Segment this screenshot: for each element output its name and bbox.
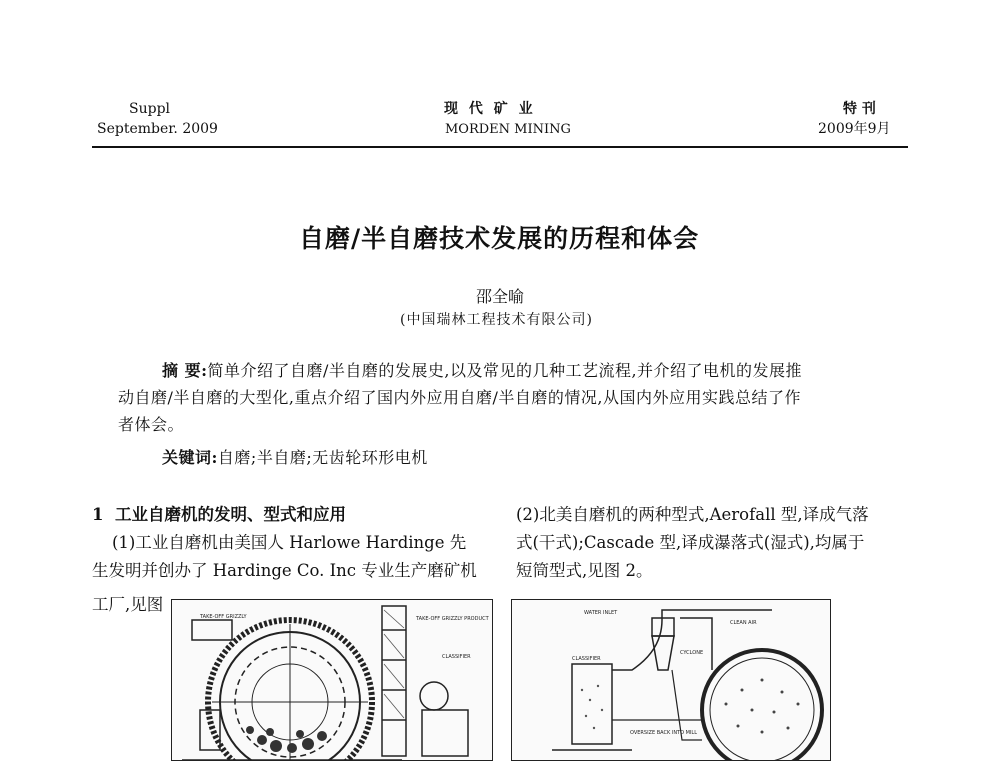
abstract-label: 摘 要: [162, 361, 208, 380]
fig2-label-b: CLEAN AIR [730, 620, 757, 626]
para2-line2: 式(干式);Cascade 型,译成瀑落式(湿式),均属于 [516, 533, 865, 552]
header-rule [92, 146, 908, 148]
header-left-line2: September. 2009 [97, 121, 218, 137]
para2-line1: (2)北美自磨机的两种型式,Aerofall 型,译成气落 [516, 505, 869, 524]
classifier-speckle [581, 685, 603, 729]
classifier-tower [382, 606, 468, 756]
fig1-label-c: CLASSIFIER [442, 654, 471, 660]
figure-1-drawing [172, 600, 492, 761]
cascade-mill-shell [702, 650, 822, 761]
mill-ore-speckle [725, 679, 800, 734]
abstract-line1 [162, 358, 802, 384]
article-author: 邵全喻 [476, 287, 525, 306]
header-right-line1: 特 刊 [843, 101, 876, 117]
ducting [612, 610, 772, 670]
fig1-label-a: TAKE-OFF GRIZZLY [200, 614, 247, 620]
large-mill-shell [208, 620, 372, 761]
para1-line3: 工厂,见图 [92, 595, 164, 614]
cyclone [652, 618, 674, 670]
para1-line2: 生发明并创办了 Hardinge Co. Inc 专业生产磨矿机 [92, 561, 477, 580]
figure-1-hardinge-mill [171, 599, 493, 761]
para2-line3: 短筒型式,见图 2。 [516, 561, 653, 580]
fig1-label-b: TAKE-OFF GRIZZLY PRODUCT [416, 616, 489, 622]
fig2-label-d: CYCLONE [680, 650, 704, 656]
article-title: 自磨/半自磨技术发展的历程和体会 [299, 224, 700, 253]
abstract-text-1: 简单介绍了自磨/半自磨的发展史,以及常见的几种工艺流程,并介绍了电机的发展推 [207, 361, 803, 380]
para1-line1: (1)工业自磨机由美国人 Harlowe Hardinge 先 [112, 533, 467, 552]
header-journal-cn: 现 代 矿 业 [444, 101, 536, 117]
abstract-line3: 者体会。 [118, 415, 185, 434]
keywords-text: 自磨;半自磨;无齿轮环形电机 [217, 448, 428, 467]
tower-hatching [384, 610, 404, 718]
article-affiliation: (中国瑞林工程技术有限公司) [400, 312, 593, 328]
figure-2-aerofall-mill [511, 599, 831, 761]
header-left-line1: Suppl [129, 101, 171, 117]
fig2-label-c: CLASSIFIER [572, 656, 601, 662]
abstract-line2: 动自磨/半自磨的大型化,重点介绍了国内外应用自磨/半自磨的情况,从国内外应用实践总结了作 [118, 388, 801, 407]
fig2-label-e: OVERSIZE BACK INTO MILL [630, 730, 697, 736]
header-journal-en: MORDEN MINING [445, 122, 571, 137]
keywords-label: 关键词: [162, 448, 218, 467]
fig2-label-a: WATER INLET [584, 610, 618, 616]
keywords-line [162, 445, 428, 471]
section1-heading: 1 工业自磨机的发明、型式和应用 [92, 505, 346, 524]
header-right-line2: 2009年9月 [818, 121, 891, 137]
figure-2-drawing [512, 600, 830, 761]
classifier-box [552, 664, 632, 750]
